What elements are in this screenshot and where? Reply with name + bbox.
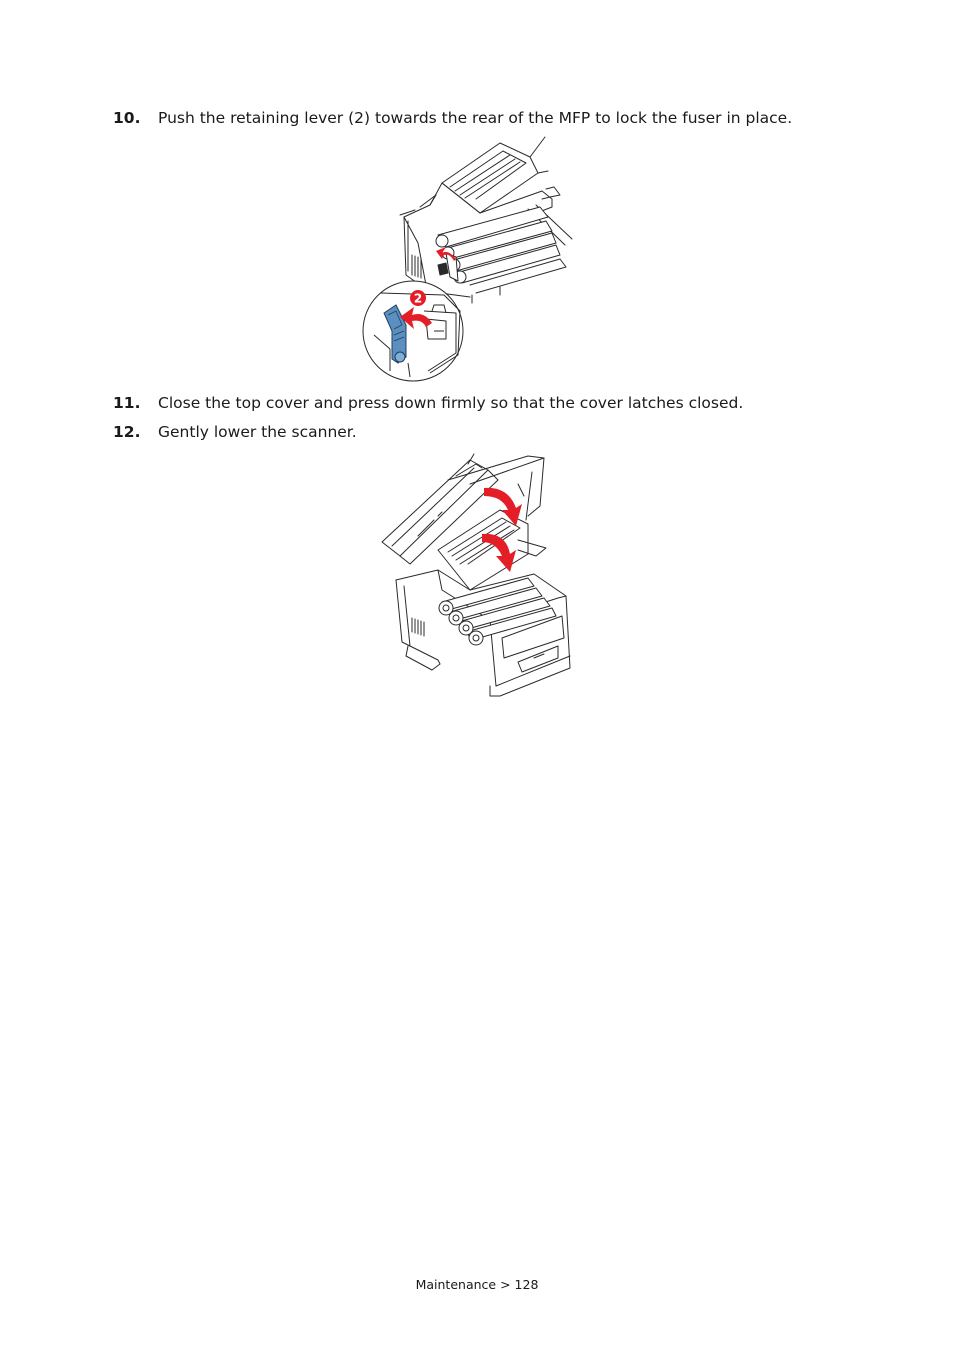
page-number: 128 <box>514 1277 539 1292</box>
step-text: Push the retaining lever (2) towards the rear of the MFP to lock the fuser in place. <box>158 109 793 127</box>
step-11 <box>113 393 743 413</box>
footer-separator: > <box>500 1277 511 1292</box>
lower-scanner-illustration <box>378 450 578 702</box>
step-text: Gently lower the scanner. <box>158 423 357 441</box>
fuser-lever-illustration <box>360 135 585 385</box>
step-text: Close the top cover and press down firmly so that the cover latches closed. <box>158 394 744 412</box>
step-number: 12. <box>113 423 141 441</box>
step-number: 10. <box>113 109 141 127</box>
step-10 <box>113 108 792 128</box>
footer-section: Maintenance <box>415 1277 497 1292</box>
page-footer <box>0 1277 954 1293</box>
step-number: 11. <box>113 394 141 412</box>
step-12 <box>113 422 357 442</box>
callout-number-badge: 2 <box>413 291 423 306</box>
